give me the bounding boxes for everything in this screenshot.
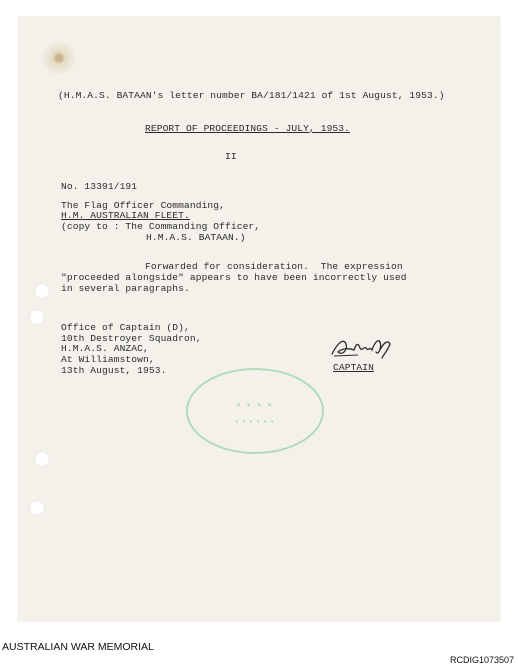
body-line: "proceeded alongside" appears to have been incorrectly used [61,272,407,283]
origin-line: H.M.A.S. ANZAC, [61,343,149,354]
signature-title: CAPTAIN [333,362,375,373]
addressee-line: (copy to : The Commanding Officer, [61,221,261,232]
body-line: in several paragraphs. [61,283,190,294]
section-number: II [225,151,237,162]
punch-hole [34,283,50,299]
body-line: Forwarded for consideration. The expression [145,261,403,272]
punch-hole [29,309,45,325]
reference-line: (H.M.A.S. BATAAN's letter number BA/181/1421 of 1st August, 1953.) [58,90,445,101]
addressee-line: H.M. AUSTRALIAN FLEET. [61,210,190,221]
origin-line: 13th August, 1953. [61,365,167,376]
stamp-mark: ▪ ▪ ▪ ▪ ▪ ▪ [235,417,275,426]
archive-name: AUSTRALIAN WAR MEMORIAL [2,641,154,653]
origin-line: At Williamstown, [61,354,155,365]
addressee-line: The Flag Officer Commanding, [61,200,226,211]
punch-hole [29,500,45,516]
punch-hole [34,451,50,467]
document-number: No. 13391/191 [61,181,138,192]
report-title: REPORT OF PROCEEDINGS - JULY, 1953. [145,123,351,134]
origin-line: Office of Captain (D), [61,322,190,333]
stamp-mark: ▪ ▪ ▪ ▪ [236,400,274,411]
addressee-line: H.M.A.S. BATAAN.) [146,232,246,243]
origin-line: 10th Destroyer Squadron, [61,333,202,344]
document-page [18,17,500,621]
registry-stamp [186,368,324,454]
paper-stain [40,40,78,80]
archive-id: RCDIG1073507 [449,655,514,665]
signature [328,334,398,362]
